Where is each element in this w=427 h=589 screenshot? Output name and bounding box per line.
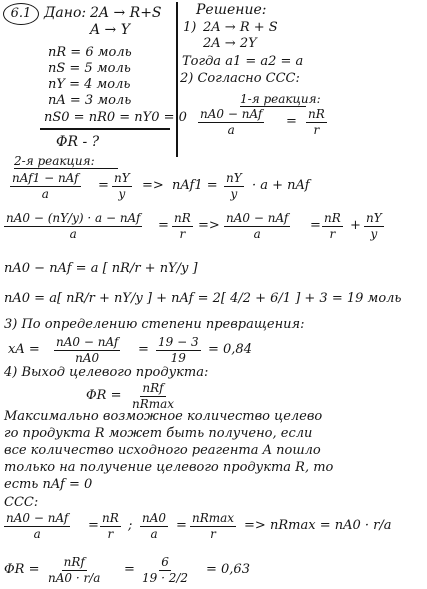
eqG-implies: => xyxy=(244,518,266,533)
eqA-right-den: y xyxy=(118,187,126,201)
given-label: Дано: xyxy=(44,5,87,21)
paragraph-line-2: го продукта R может быть получено, если xyxy=(4,426,313,441)
eqH-den-2: 19 · 2/2 xyxy=(142,571,189,585)
given-reaction-1: 2A → R+S xyxy=(90,5,162,21)
eqA-right-num: nY xyxy=(114,171,130,185)
eqF-pre: ΦR = xyxy=(86,388,122,403)
eqB-3-den: r xyxy=(329,227,336,241)
eqG-4-fraction xyxy=(190,512,236,541)
eqA-result-post: · a + nAf xyxy=(252,178,310,193)
paragraph-line-3: все количество исходного реагента A пошло xyxy=(4,443,321,458)
eqA-result-den: y xyxy=(230,187,238,201)
solution-heading: Решение: xyxy=(196,2,267,18)
eq1-right-den: r xyxy=(313,123,320,137)
given-value-nA: nA = 3 моль xyxy=(48,93,132,108)
eqB-2-num: nA0 − nAf xyxy=(226,211,289,225)
eqH-fraction xyxy=(46,556,102,585)
eq1-right-num: nR xyxy=(308,107,325,121)
eqB-num: nA0 − (nY/y) · a − nAf xyxy=(6,211,141,225)
eqG-separator: ; xyxy=(128,518,133,533)
eqH-result: = 0,63 xyxy=(206,562,250,577)
eq1-left-fraction xyxy=(198,108,264,137)
eqB-r-den: r xyxy=(179,227,186,241)
given-value-nS: nS = 5 моль xyxy=(48,61,131,76)
eqG-result: nRmax = nA0 · r/a xyxy=(270,518,392,533)
eq1-left-den: a xyxy=(227,123,235,137)
eqG-4-den: r xyxy=(210,527,216,541)
step4-heading: 4) Выход целевого продукта: xyxy=(4,365,209,380)
reaction1-label: 1-я реакция: xyxy=(240,92,321,106)
eqE-result: = 0,84 xyxy=(208,342,252,357)
eqG-equals-1: = xyxy=(88,518,99,533)
paragraph-line-4: только на получение целевого продукта R, то xyxy=(4,460,334,475)
eqB-plus: + xyxy=(350,218,361,233)
eqG-2-den: r xyxy=(107,527,114,541)
eqH-pre: ΦR = xyxy=(4,562,40,577)
problem-number-badge: 6.1 xyxy=(3,3,39,25)
eqA-right-fraction xyxy=(112,172,132,201)
eqG-equals-2: = xyxy=(176,518,187,533)
ccc-label: ССС: xyxy=(4,495,39,510)
eqB-den: a xyxy=(69,227,77,241)
eq1-equals: = xyxy=(286,114,297,129)
eqA-den: a xyxy=(41,187,49,201)
eqE-den-2: 19 xyxy=(170,351,186,365)
eq1-right-fraction xyxy=(306,108,327,137)
eqE-fraction xyxy=(54,336,120,365)
step1-then: Тогда a1 = a2 = a xyxy=(182,54,304,69)
eqB-4-den: y xyxy=(370,227,378,241)
eqA-implies: => xyxy=(142,178,164,193)
eqA-equals: = xyxy=(98,178,109,193)
given-value-nY: nY = 4 моль xyxy=(48,77,131,92)
eqE-den: nA0 xyxy=(75,351,100,365)
eqB-equals-1: = xyxy=(158,218,169,233)
eqA-result-pre: nAf1 = xyxy=(172,178,218,193)
eqA-result-fraction xyxy=(224,172,244,201)
eqG-4-num: nRmax xyxy=(192,511,235,525)
eqA-result-num: nY xyxy=(226,171,242,185)
eqG-3-num: nA0 xyxy=(142,511,167,525)
eqH-fraction-2 xyxy=(140,556,190,585)
eqB-4-num: nY xyxy=(366,211,382,225)
paragraph-line-5: есть nAf = 0 xyxy=(4,477,93,492)
eqB-4-fraction xyxy=(364,212,384,241)
given-value-initials: nS0 = nR0 = nY0 = 0 xyxy=(44,110,187,125)
eqH-num-2: 6 xyxy=(161,555,169,569)
eqD: nA0 = a[ nR/r + nY/y ] + nAf = 2[ 4/2 + 6/1 ] + 3 = 19 моль xyxy=(4,291,402,306)
step1-reaction-1: 2A → R + S xyxy=(203,20,278,35)
eqG-1-num: nA0 − nAf xyxy=(6,511,69,525)
eqG-2-num: nR xyxy=(102,511,119,525)
eqB-3-num: nR xyxy=(324,211,341,225)
eqB-2-den: a xyxy=(253,227,261,241)
eqE-num: nA0 − nAf xyxy=(56,335,119,349)
eqB-fraction xyxy=(4,212,142,241)
step1-reaction-2: 2A → 2Y xyxy=(203,36,257,51)
eqG-3-fraction xyxy=(140,512,168,541)
eqH-den: nA0 · r/a xyxy=(48,571,101,585)
eqB-2-fraction xyxy=(224,212,290,241)
given-underline xyxy=(40,128,170,130)
reaction2-label-underline xyxy=(14,168,118,169)
eqE-equals: = xyxy=(138,342,149,357)
step2-heading: 2) Согласно ССС: xyxy=(180,71,300,86)
eqG-3-den: a xyxy=(150,527,158,541)
eqB-3-fraction xyxy=(322,212,343,241)
eqA-fraction xyxy=(10,172,81,201)
eqG-1-den: a xyxy=(33,527,41,541)
given-value-nR: nR = 6 моль xyxy=(48,45,132,60)
eqE-pre: xA = xyxy=(8,342,40,357)
find-label: ΦR - ? xyxy=(56,134,100,150)
paragraph-line-1: Максимально возможное количество целево xyxy=(4,409,323,424)
eqF-fraction xyxy=(130,382,176,411)
eqG-2-fraction xyxy=(100,512,121,541)
eqF-den: nRmax xyxy=(132,397,175,411)
reaction2-label: 2-я реакция: xyxy=(14,154,95,168)
eqB-implies: => xyxy=(198,218,220,233)
column-divider xyxy=(176,2,178,157)
eqA-num: nAf1 − nAf xyxy=(12,171,79,185)
eqE-num-2: 19 − 3 xyxy=(158,335,199,349)
eqH-equals: = xyxy=(124,562,135,577)
given-reaction-2: A → Y xyxy=(90,22,130,38)
eqB-equals-2: = xyxy=(310,218,321,233)
eqB-r-num: nR xyxy=(174,211,191,225)
eq1-left-num: nA0 − nAf xyxy=(200,107,263,121)
eqE-fraction-2 xyxy=(156,336,201,365)
step3-heading: 3) По определению степени превращения: xyxy=(4,317,305,332)
eqG-1-fraction xyxy=(4,512,70,541)
eqH-num: nRf xyxy=(63,555,85,569)
step1-marker: 1) xyxy=(183,20,197,35)
eqC: nA0 − nAf = a [ nR/r + nY/y ] xyxy=(4,261,198,276)
eqB-r-fraction xyxy=(172,212,193,241)
eqF-num: nRf xyxy=(142,381,164,395)
